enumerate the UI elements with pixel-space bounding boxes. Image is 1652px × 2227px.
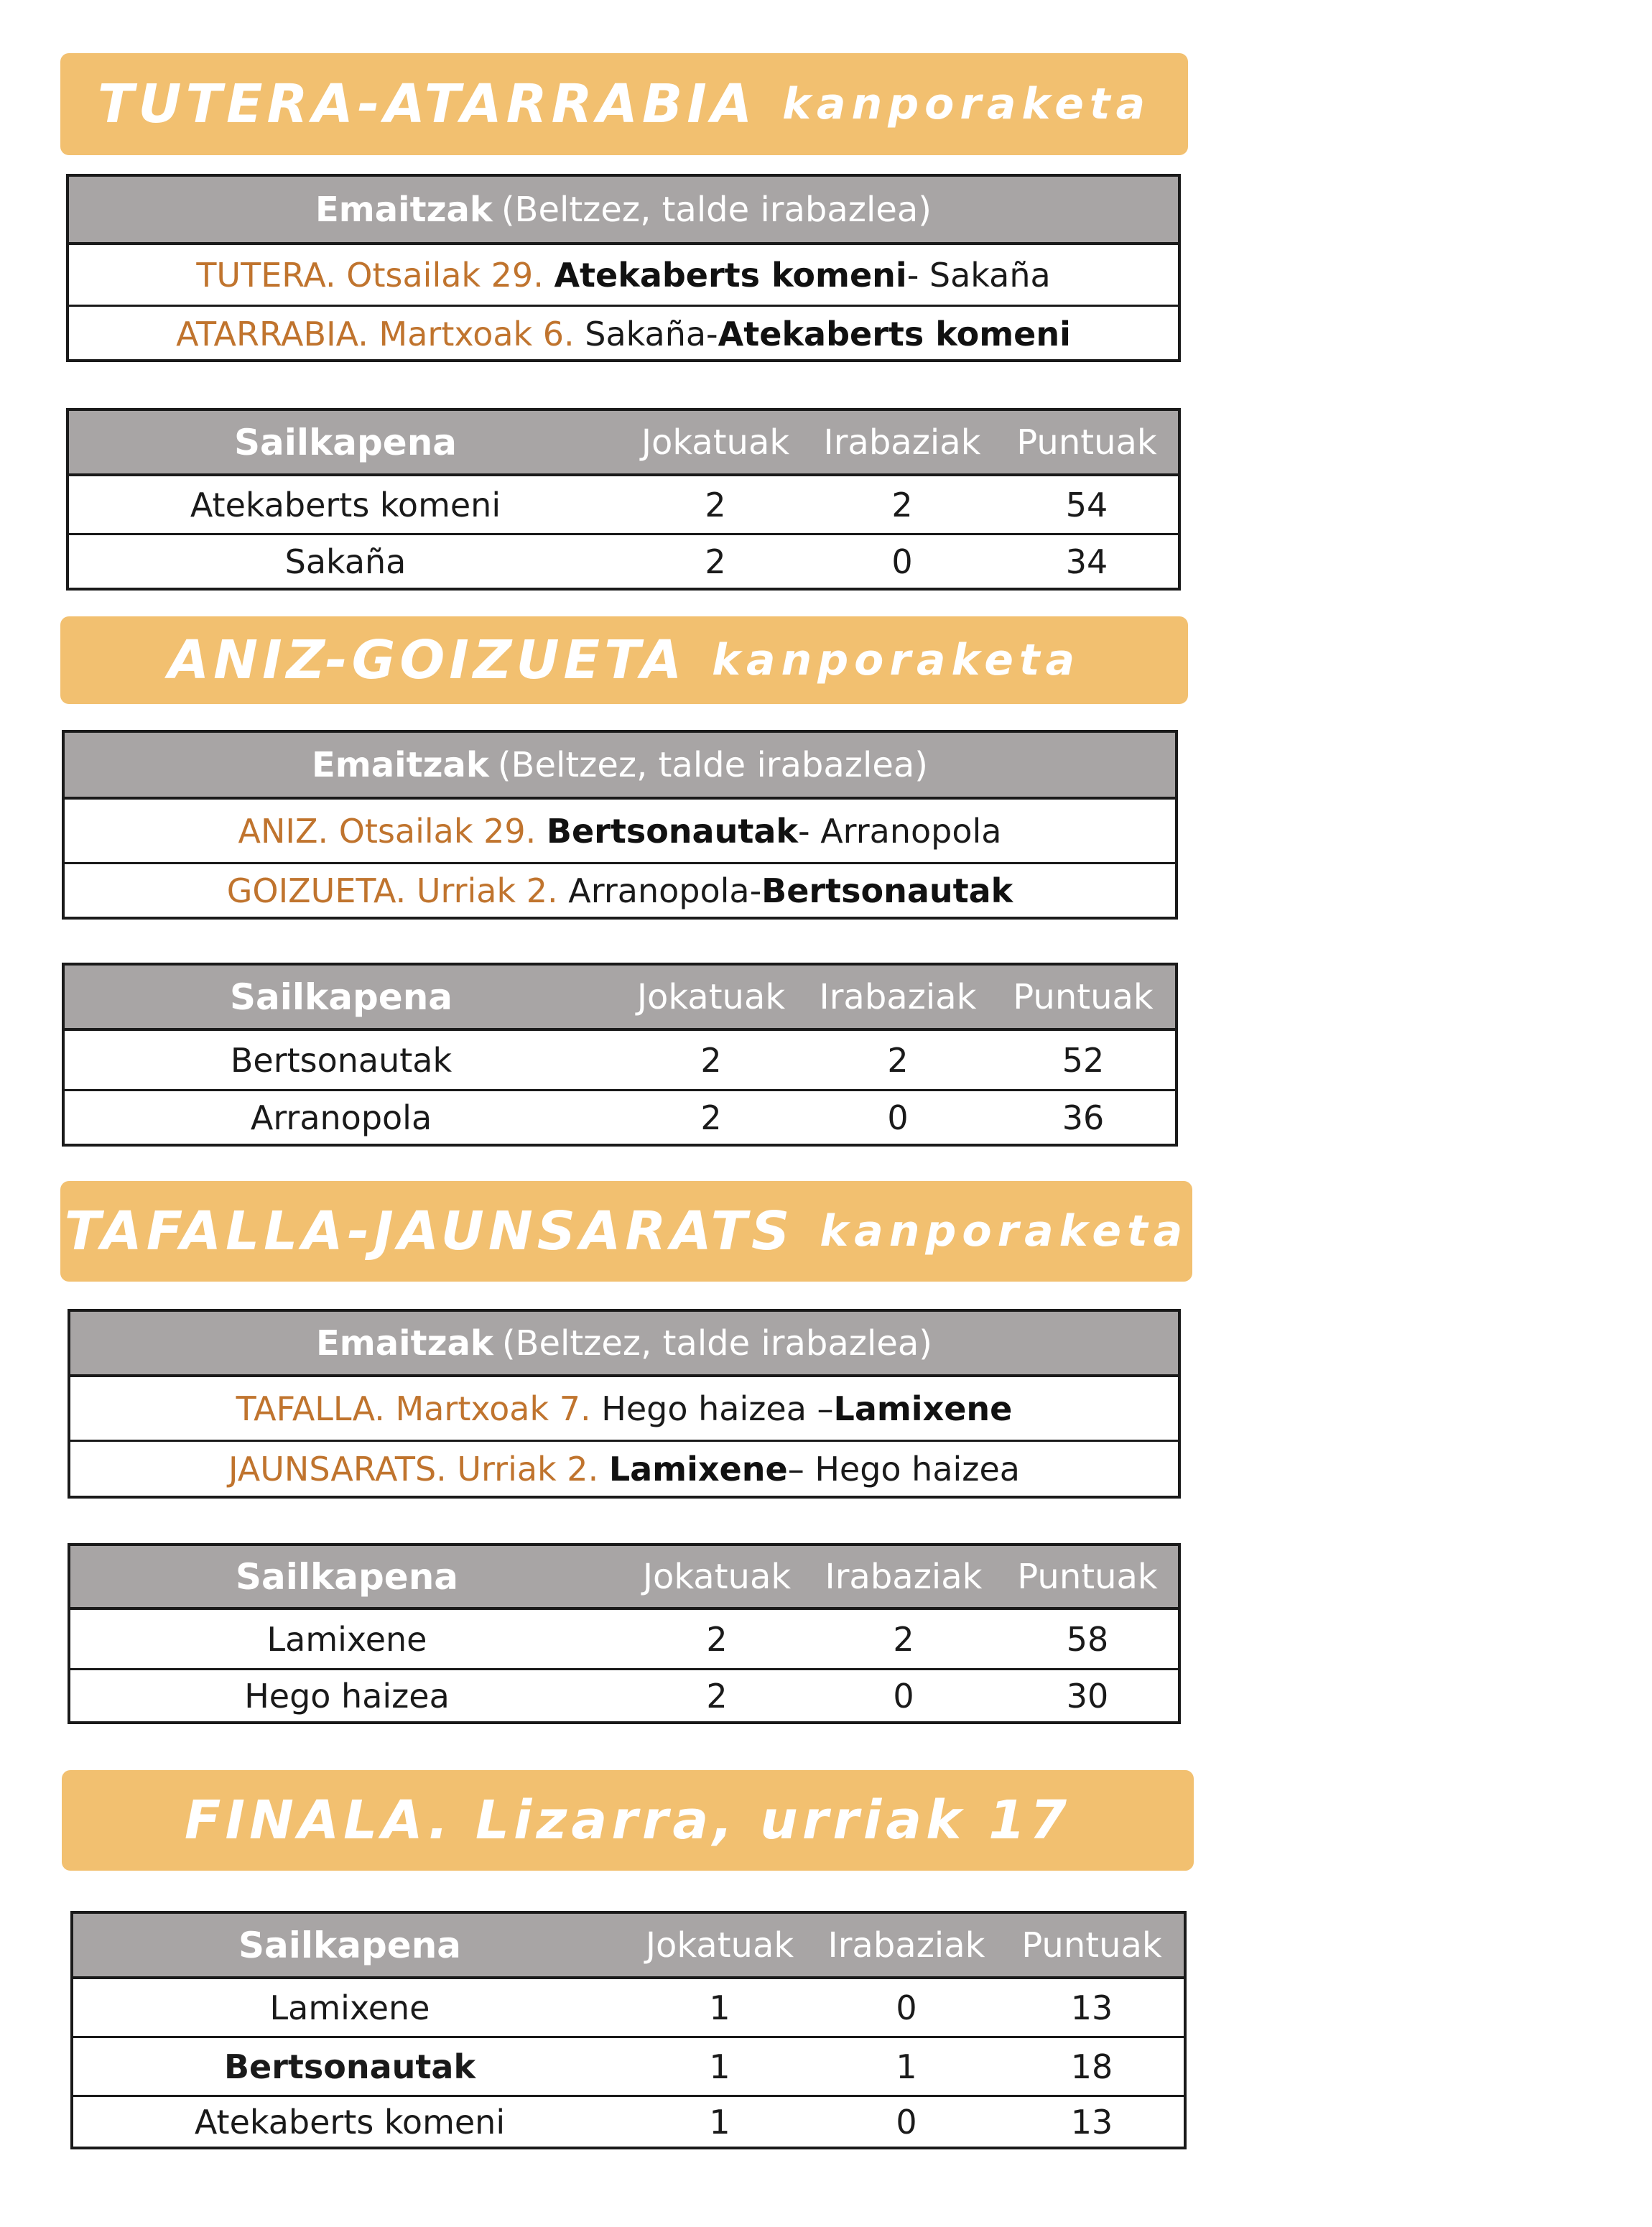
played-count: 1 <box>709 1988 730 2027</box>
points-value: 13 <box>1070 2102 1113 2142</box>
points-value: 36 <box>1062 1098 1105 1137</box>
col-header-points: Puntuak <box>1013 976 1154 1017</box>
result-before: Arranopola- <box>568 871 762 910</box>
col-header-ranking: Sailkapena <box>229 976 453 1018</box>
team-name: Arranopola <box>250 1098 432 1137</box>
ranking-table-tutera-atarrabia <box>66 408 1181 591</box>
results-header-note: (Beltzez, talde irabazlea) <box>501 1323 933 1363</box>
result-place: ANIZ. Otsailak 29. <box>238 811 537 851</box>
results-header-label: Emaitzak <box>315 1323 493 1363</box>
results-header <box>69 177 1178 243</box>
col-header-ranking: Sailkapena <box>235 1555 459 1598</box>
result-winner: Atekaberts komeni <box>718 314 1071 353</box>
team-name: Atekaberts komeni <box>190 485 501 524</box>
result-row <box>70 1440 1178 1496</box>
col-header-won: Irabaziak <box>827 1925 985 1966</box>
ranking-header <box>70 1546 1178 1608</box>
points-value: 18 <box>1070 2047 1113 2086</box>
ranking-table-aniz-goizueta <box>62 963 1178 1147</box>
played-count: 2 <box>706 1676 728 1716</box>
result-after: - Sakaña <box>906 255 1051 295</box>
won-count: 0 <box>891 542 913 581</box>
results-header-label: Emaitzak <box>315 189 493 230</box>
points-value: 52 <box>1062 1040 1105 1080</box>
section-banner-aniz-goizueta <box>60 616 1188 704</box>
section-title: TUTERA-ATARRABIA <box>97 73 757 135</box>
won-count: 2 <box>891 485 913 524</box>
ranking-header <box>73 1914 1184 1977</box>
ranking-table-final <box>70 1911 1187 2149</box>
result-before: Hego haizea – <box>601 1389 834 1428</box>
ranking-row <box>69 474 1178 533</box>
results-header <box>70 1312 1178 1375</box>
ranking-row <box>65 1029 1175 1089</box>
team-name: Bertsonautak <box>230 1040 453 1080</box>
col-header-won: Irabaziak <box>819 976 977 1017</box>
won-count: 0 <box>896 1988 917 2027</box>
team-name: Lamixene <box>266 1619 427 1659</box>
section-subtitle: kanporaketa <box>782 79 1151 129</box>
results-header-note: (Beltzez, talde irabazlea) <box>501 189 932 230</box>
ranking-row <box>70 1608 1178 1668</box>
played-count: 1 <box>709 2102 730 2142</box>
result-place: ATARRABIA. Martxoak 6. <box>176 314 575 353</box>
col-header-played: Jokatuak <box>642 1556 792 1597</box>
points-value: 34 <box>1065 542 1108 581</box>
won-count: 0 <box>887 1098 909 1137</box>
col-header-played: Jokatuak <box>636 976 786 1017</box>
result-row <box>69 243 1178 305</box>
ranking-row <box>73 1977 1184 2036</box>
result-place: JAUNSARATS. Urriak 2. <box>228 1449 599 1488</box>
col-header-played: Jokatuak <box>645 1925 794 1966</box>
played-count: 2 <box>700 1098 722 1137</box>
col-header-played: Jokatuak <box>641 422 790 463</box>
points-value: 30 <box>1066 1676 1109 1716</box>
col-header-ranking: Sailkapena <box>233 421 458 463</box>
col-header-points: Puntuak <box>1021 1925 1162 1966</box>
result-winner: Bertsonautak <box>546 811 798 851</box>
points-value: 58 <box>1066 1619 1109 1659</box>
col-header-ranking: Sailkapena <box>238 1924 462 1966</box>
won-count: 1 <box>896 2047 917 2086</box>
played-count: 2 <box>706 1619 728 1659</box>
final-banner <box>62 1770 1194 1871</box>
col-header-won: Irabaziak <box>825 1556 983 1597</box>
ranking-row <box>73 2036 1184 2095</box>
results-header-label: Emaitzak <box>311 744 489 785</box>
results-table-aniz-goizueta <box>62 730 1178 920</box>
played-count: 2 <box>700 1040 722 1080</box>
result-place: TUTERA. Otsailak 29. <box>196 255 544 295</box>
result-winner: Lamixene <box>833 1389 1013 1428</box>
ranking-row <box>70 1668 1178 1721</box>
result-place: GOIZUETA. Urriak 2. <box>226 871 558 910</box>
col-header-points: Puntuak <box>1017 1556 1158 1597</box>
section-subtitle: kanporaketa <box>712 635 1081 685</box>
results-table-tafalla-jaunsarats <box>68 1309 1181 1499</box>
result-before: Sakaña- <box>585 314 718 353</box>
team-name: Lamixene <box>269 1988 430 2027</box>
played-count: 2 <box>705 485 726 524</box>
ranking-row <box>69 533 1178 588</box>
result-after: – Hego haizea <box>787 1449 1020 1488</box>
result-row <box>70 1375 1178 1440</box>
ranking-table-tafalla-jaunsarats <box>68 1543 1181 1724</box>
team-name: Atekaberts komeni <box>194 2102 506 2142</box>
played-count: 2 <box>705 542 726 581</box>
section-banner-tafalla-jaunsarats <box>60 1181 1192 1282</box>
ranking-row <box>73 2095 1184 2147</box>
result-winner: Lamixene <box>608 1449 788 1488</box>
ranking-row <box>65 1089 1175 1144</box>
team-name: Hego haizea <box>244 1676 450 1716</box>
played-count: 1 <box>709 2047 730 2086</box>
results-header <box>65 733 1175 797</box>
team-name-winner: Bertsonautak <box>223 2047 476 2086</box>
result-row <box>69 305 1178 361</box>
ranking-header <box>69 411 1178 474</box>
won-count: 2 <box>887 1040 909 1080</box>
points-value: 13 <box>1070 1988 1113 2027</box>
won-count: 2 <box>893 1619 914 1659</box>
result-place: TAFALLA. Martxoak 7. <box>236 1389 591 1428</box>
ranking-header <box>65 966 1175 1029</box>
result-winner: Bertsonautak <box>761 871 1013 910</box>
result-after: - Arranopola <box>797 811 1002 851</box>
won-count: 0 <box>893 1676 914 1716</box>
final-title: FINALA. Lizarra, urriak 17 <box>184 1790 1072 1851</box>
result-winner: Atekaberts komeni <box>554 255 907 295</box>
result-row <box>65 797 1175 862</box>
results-header-note: (Beltzez, talde irabazlea) <box>497 744 929 785</box>
section-title: TAFALLA-JAUNSARATS <box>64 1200 794 1262</box>
result-row <box>65 862 1175 917</box>
results-table-tutera-atarrabia <box>66 174 1181 362</box>
section-banner-tutera-atarrabia <box>60 53 1188 155</box>
points-value: 54 <box>1065 485 1108 524</box>
section-title: ANIZ-GOIZUETA <box>167 629 687 691</box>
col-header-points: Puntuak <box>1016 422 1157 463</box>
section-subtitle: kanporaketa <box>820 1206 1189 1256</box>
team-name: Sakaña <box>284 542 407 581</box>
col-header-won: Irabaziak <box>823 422 981 463</box>
won-count: 0 <box>896 2102 917 2142</box>
